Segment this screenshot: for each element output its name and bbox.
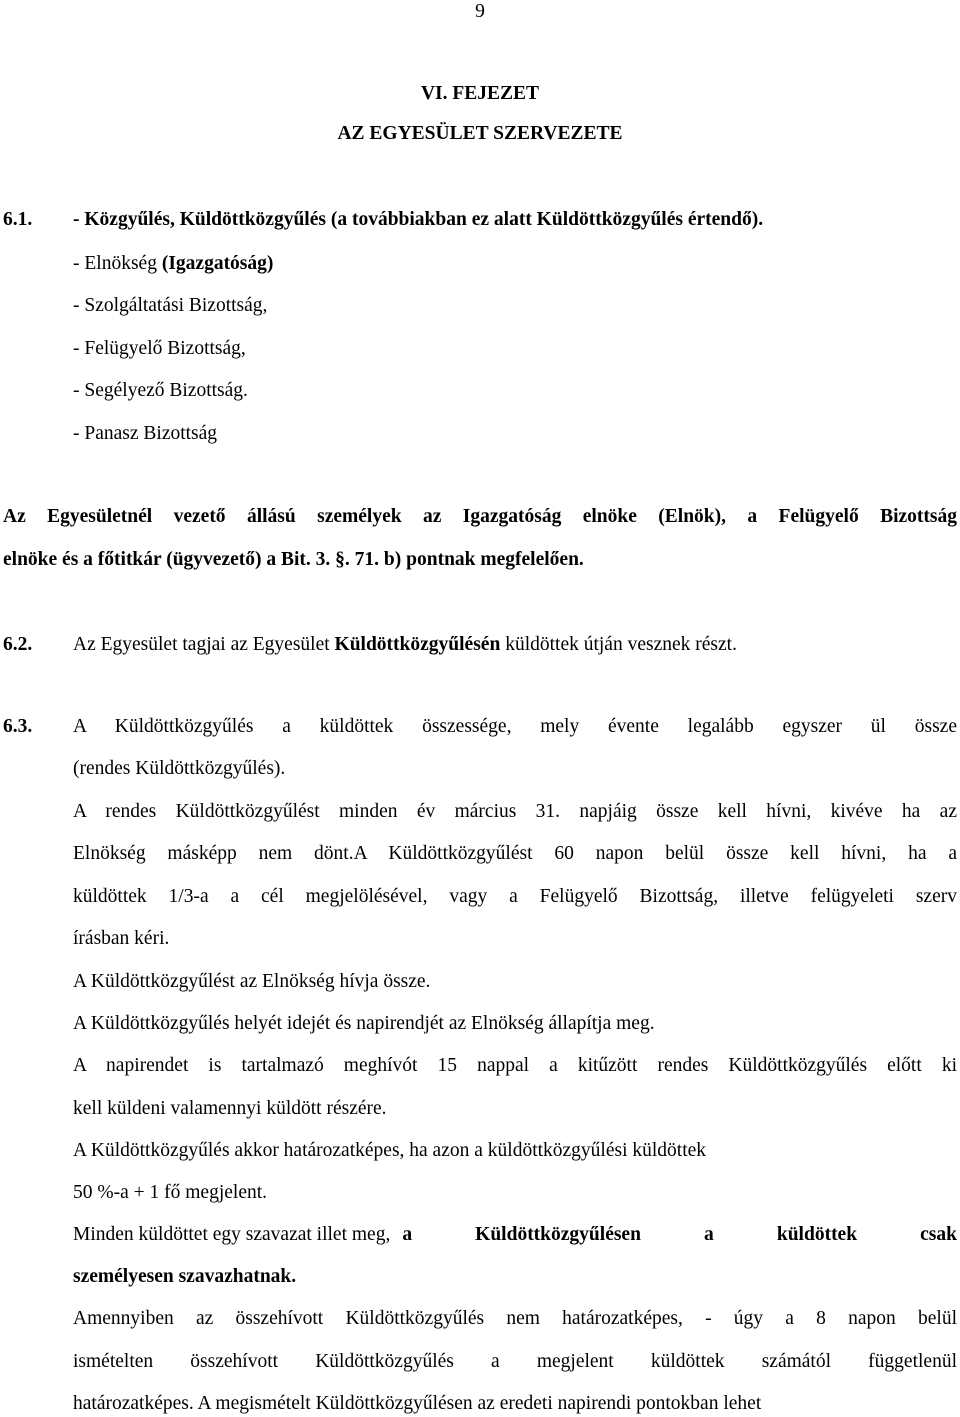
section-6-2-text-bold: Küldöttközgyűlésén	[334, 634, 501, 655]
paragraph-line: kell küldeni valamennyi küldött részére.	[73, 1098, 387, 1119]
section-6-1-paragraph-line1: Az Egyesületnél vezető állású személyek az Igazgatóság elnöke (Elnök), a Felügyelő Bizottság	[3, 506, 957, 527]
chapter-subtitle: AZ EGYESÜLET SZERVEZETE	[337, 123, 623, 144]
paragraph-line: 50 %-a + 1 fő megjelent.	[73, 1182, 268, 1203]
section-number-6-3: 6.3.	[3, 716, 33, 737]
paragraph-line: A Küldöttközgyűlést az Elnökség hívja össze.	[73, 971, 431, 992]
section-6-1-paragraph-line2: elnöke és a főtitkár (ügyvezető) a Bit. 3. §. 71. b) pontnak megfelelően.	[3, 549, 584, 570]
section-number-6-2: 6.2.	[3, 634, 33, 655]
list-item: - Panasz Bizottság	[73, 423, 218, 444]
paragraph-line: A napirendet is tartalmazó meghívót 15 nappal a kitűzött rendes Küldöttközgyűlés előtt ki	[73, 1055, 957, 1076]
elnokseg-label: - Elnökség	[73, 253, 162, 274]
section-6-1-item-elnokseg	[73, 254, 273, 274]
paragraph-line: Amennyiben az összehívott Küldöttközgyűlés nem határozatképes, - úgy a 8 napon belül	[73, 1308, 957, 1329]
page-number: 9	[475, 1, 485, 22]
vote-line	[73, 1225, 957, 1245]
section-6-2-text-before: Az Egyesület tagjai az Egyesület	[73, 634, 335, 655]
paragraph-line: A rendes Küldöttközgyűlést minden év március 31. napjáig össze kell hívni, kivéve ha az	[73, 801, 957, 822]
vote-normal: Minden küldöttet egy szavazat illet meg,	[73, 1224, 391, 1245]
paragraph-line: A Küldöttközgyűlés akkor határozatképes, ha azon a küldöttközgyűlési küldöttek	[73, 1140, 707, 1161]
vote-bold: a Küldöttközgyűlésen a küldöttek csak	[402, 1224, 957, 1245]
paragraph-line: (rendes Küldöttközgyűlés).	[73, 758, 286, 779]
paragraph-line: küldöttek 1/3-a a cél megjelölésével, vagy a Felügyelő Bizottság, illetve felügyeleti szerv	[73, 886, 957, 907]
paragraph-line: A Küldöttközgyűlés helyét idejét és napirendjét az Elnökség állapítja meg.	[73, 1013, 655, 1034]
paragraph-line: határozatképes. A megismételt Küldöttközgyűlésen az eredeti napirendi pontokban lehet	[73, 1393, 762, 1414]
list-item: - Segélyező Bizottság.	[73, 380, 248, 401]
section-6-2-text-after: küldöttek útján vesznek részt.	[500, 634, 737, 655]
section-6-2-text	[73, 635, 737, 655]
paragraph-line: Elnökség másképp nem dönt.A Küldöttközgyűlést 60 napon belül össze kell hívni, ha a	[73, 843, 957, 864]
list-item: - Felügyelő Bizottság,	[73, 338, 246, 359]
paragraph-line: ismételten összehívott Küldöttközgyűlés a megjelent küldöttek számától függetlenül	[73, 1351, 957, 1372]
list-item: - Szolgáltatási Bizottság,	[73, 295, 268, 316]
paragraph-line: A Küldöttközgyűlés a küldöttek összessége, mely évente legalább egyszer ül össze	[73, 716, 957, 737]
section-number-6-1: 6.1.	[3, 209, 33, 230]
chapter-title: VI. FEJEZET	[420, 83, 540, 104]
section-6-1-first-item: - Közgyűlés, Küldöttközgyűlés (a továbbiakban ez alatt Küldöttközgyűlés értendő).	[73, 209, 764, 230]
elnokseg-bold: (Igazgatóság)	[161, 253, 274, 274]
paragraph-line: írásban kéri.	[73, 928, 170, 949]
vote-bold-line2: személyesen szavazhatnak.	[73, 1266, 297, 1287]
